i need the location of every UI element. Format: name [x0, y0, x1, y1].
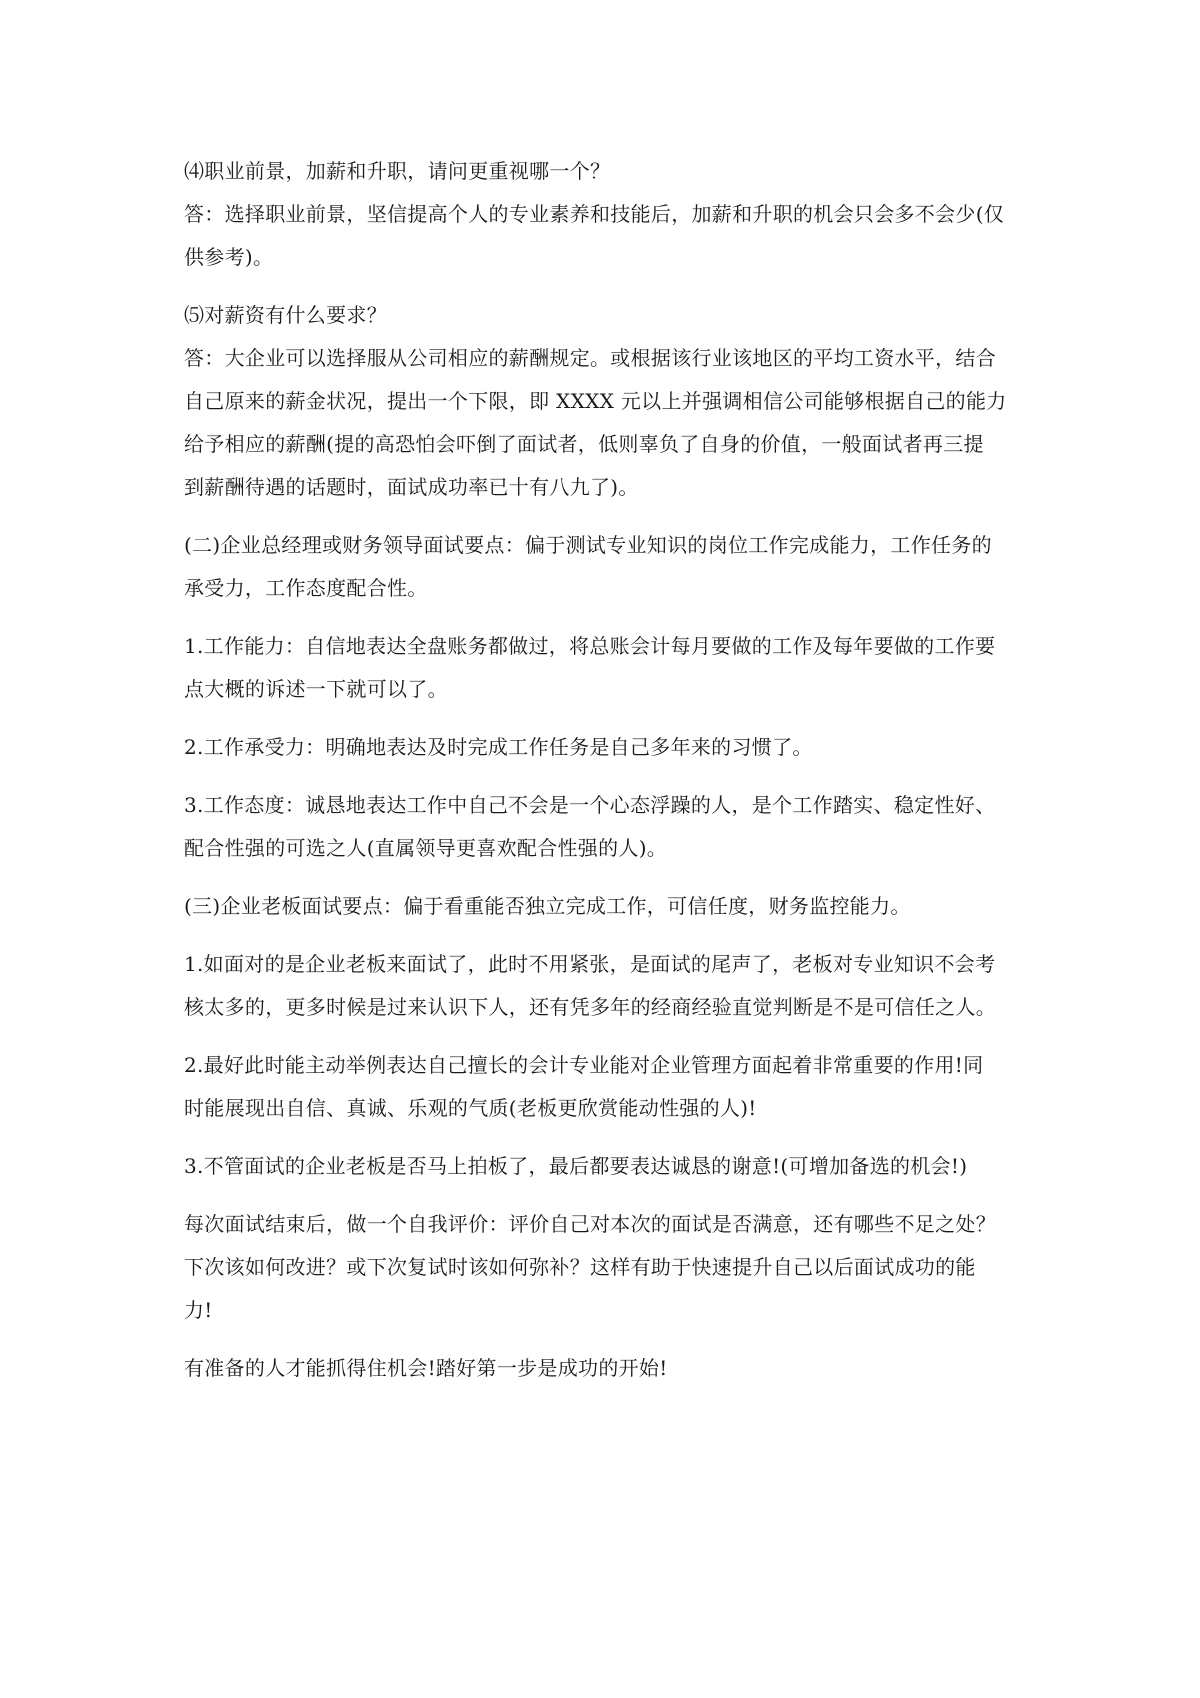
paragraph-boss-interview-2: [184, 1044, 1024, 1130]
text-line: 3.不管面试的企业老板是否马上拍板了，最后都要表达诚恳的谢意!(可增加备选的机会!): [184, 1154, 968, 1178]
paragraph-work-attitude: [184, 784, 1024, 870]
text-line: 2.最好此时能主动举例表达自己擅长的会计专业能对企业管理方面起着非常重要的作用!同: [184, 1053, 984, 1077]
text-line: 下次该如何改进？或下次复试时该如何弥补？这样有助于快速提升自己以后面试成功的能: [184, 1255, 976, 1279]
question-line: ⑷职业前景，加薪和升职，请问更重视哪一个？: [184, 159, 611, 183]
paragraph-closing: [184, 1347, 1024, 1390]
text-line: 配合性强的可选之人(直属领导更喜欢配合性强的人)。: [184, 836, 668, 860]
paragraph-boss-interview-3: [184, 1145, 1024, 1188]
text-line: 3.工作态度：诚恳地表达工作中自己不会是一个心态浮躁的人，是个工作踏实、稳定性好、: [184, 793, 996, 817]
paragraph-work-pressure: [184, 726, 1024, 769]
text-line: 核太多的，更多时候是过来认识下人，还有凭多年的经商经验直觉判断是不是可信任之人。: [184, 995, 996, 1019]
answer-line: 到薪酬待遇的话题时，面试成功率已十有八九了)。: [184, 475, 639, 499]
text-line: 力!: [184, 1298, 213, 1322]
question-line: ⑸对薪资有什么要求？: [184, 303, 387, 327]
paragraph-section-2-heading: [184, 524, 1024, 610]
answer-line: 给予相应的薪酬(提的高恐怕会吓倒了面试者，低则辜负了自身的价值，一般面试者再三提: [184, 432, 984, 456]
text-line: 每次面试结束后，做一个自我评价：评价自己对本次的面试是否满意，还有哪些不足之处？: [184, 1212, 996, 1236]
answer-line: 答：选择职业前景，坚信提高个人的专业素养和技能后，加薪和升职的机会只会多不会少(仅: [184, 202, 1005, 226]
answer-line: 自己原来的薪金状况，提出一个下限，即 XXXX 元以上并强调相信公司能够根据自己的能力: [184, 389, 1007, 413]
text-line: (三)企业老板面试要点：偏于看重能否独立完成工作，可信任度，财务监控能力。: [184, 894, 911, 918]
paragraph-q5-salary: [184, 294, 1024, 509]
text-line: 2.工作承受力：明确地表达及时完成工作任务是自己多年来的习惯了。: [184, 735, 813, 759]
text-line: 点大概的诉述一下就可以了。: [184, 677, 448, 701]
text-line: 1.如面对的是企业老板来面试了，此时不用紧张，是面试的尾声了，老板对专业知识不会考: [184, 952, 996, 976]
text-line: 有准备的人才能抓得住机会!踏好第一步是成功的开始!: [184, 1356, 668, 1380]
text-line: (二)企业总经理或财务领导面试要点：偏于测试专业知识的岗位工作完成能力，工作任务的: [184, 533, 992, 557]
paragraph-self-evaluation: [184, 1203, 1024, 1332]
answer-line: 供参考)。: [184, 245, 274, 269]
answer-line: 答：大企业可以选择服从公司相应的薪酬规定。或根据该行业该地区的平均工资水平，结合: [184, 346, 996, 370]
document-body: [184, 150, 1024, 1405]
text-line: 1.工作能力：自信地表达全盘账务都做过，将总账会计每月要做的工作及每年要做的工作要: [184, 634, 996, 658]
paragraph-section-3-heading: [184, 885, 1024, 928]
text-line: 时能展现出自信、真诚、乐观的气质(老板更欣赏能动性强的人)!: [184, 1096, 757, 1120]
paragraph-boss-interview-1: [184, 943, 1024, 1029]
text-line: 承受力，工作态度配合性。: [184, 576, 428, 600]
paragraph-q4-career: [184, 150, 1024, 279]
paragraph-work-ability: [184, 625, 1024, 711]
